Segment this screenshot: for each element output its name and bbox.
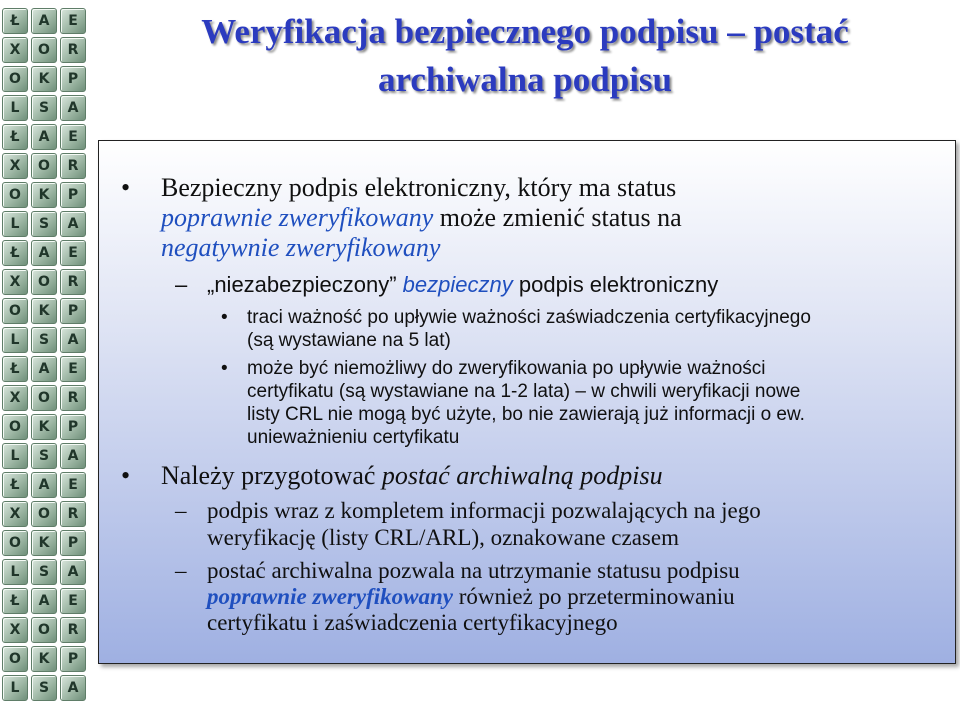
letter-tile: L — [2, 443, 28, 469]
letter-tile: O — [31, 37, 57, 63]
bullet-dot-icon: • — [221, 358, 228, 379]
letter-tile: X — [2, 37, 28, 63]
letter-tile: R — [60, 153, 86, 179]
letter-tile: R — [60, 37, 86, 63]
letter-tile: Ł — [2, 8, 28, 34]
bullet-dot-icon: • — [121, 461, 131, 490]
letter-tile: R — [60, 385, 86, 411]
letter-tile: O — [2, 182, 28, 208]
letter-tile: X — [2, 269, 28, 295]
plain-text: podpis elektroniczny — [512, 272, 719, 297]
letter-tile: S — [31, 559, 57, 585]
letter-tile: A — [60, 95, 86, 121]
plain-text: „niezabezpieczony” — [207, 272, 397, 297]
letter-tile: O — [2, 530, 28, 556]
letter-tile: X — [2, 501, 28, 527]
letter-tile: Ł — [2, 240, 28, 266]
letter-tile: A — [31, 8, 57, 34]
letter-tile: E — [60, 124, 86, 150]
dash-icon: – — [175, 272, 188, 297]
letter-tile: O — [31, 501, 57, 527]
letter-tile: P — [60, 530, 86, 556]
dash-icon: – — [175, 558, 187, 583]
letter-tile: P — [60, 646, 86, 672]
sub-3-line-2 — [207, 584, 735, 610]
letter-tile: K — [31, 646, 57, 672]
plain-text: może zmienić status na — [433, 203, 682, 232]
letter-tile: A — [31, 124, 57, 150]
letter-tile: P — [60, 414, 86, 440]
letter-tile: E — [60, 472, 86, 498]
letter-tile: O — [31, 385, 57, 411]
letter-tile: A — [31, 240, 57, 266]
letter-tile: Ł — [2, 472, 28, 498]
letter-tile: P — [60, 182, 86, 208]
letter-tile: A — [60, 327, 86, 353]
letter-tile: S — [31, 95, 57, 121]
letter-tile: O — [2, 66, 28, 92]
bullet-1-line-1: Bezpieczny podpis elektroniczny, który ma status — [161, 173, 677, 202]
letter-tile: L — [2, 327, 28, 353]
letter-tile: R — [60, 269, 86, 295]
letter-tile: S — [31, 327, 57, 353]
letter-tile: X — [2, 153, 28, 179]
letter-tile: O — [2, 646, 28, 672]
letter-tile: Ł — [2, 588, 28, 614]
letter-tile: E — [60, 8, 86, 34]
letter-tile: O — [2, 414, 28, 440]
letter-tile: S — [31, 675, 57, 701]
letter-tile: O — [31, 153, 57, 179]
emphasis-text: poprawnie zweryfikowany — [161, 203, 434, 232]
letter-tile: L — [2, 559, 28, 585]
letter-tile: A — [60, 443, 86, 469]
sub-1b-line-4: unieważnieniu certyfikatu — [247, 427, 460, 448]
letter-tile: A — [60, 559, 86, 585]
decorative-tile-strip — [0, 0, 88, 724]
letter-tile: L — [2, 675, 28, 701]
sub-2-line-2: weryfikację (listy CRL/ARL), oznakowane czasem — [207, 525, 679, 550]
letter-tile: O — [31, 269, 57, 295]
letter-tile: L — [2, 211, 28, 237]
letter-tile: Ł — [2, 124, 28, 150]
letter-tile: A — [31, 472, 57, 498]
bullet-1-line-2 — [161, 203, 682, 232]
plain-text: Należy przygotować — [161, 461, 382, 490]
sub-3-line-3: certyfikatu i zaświadczenia certyfikacyjnego — [207, 610, 618, 635]
sub-1b-line-3: listy CRL nie mogą być użyte, bo nie zawierają już informacji o ew. — [247, 404, 805, 425]
letter-tile: X — [2, 385, 28, 411]
title-line-2: archiwalna podpisu — [377, 60, 673, 99]
italic-text: postać archiwalną podpisu — [381, 461, 663, 490]
sub-1-line — [207, 272, 718, 297]
letter-tile: E — [60, 588, 86, 614]
letter-tile: S — [31, 443, 57, 469]
letter-tile: O — [2, 298, 28, 324]
letter-tile: P — [60, 298, 86, 324]
letter-tile: R — [60, 501, 86, 527]
slide-title — [100, 8, 950, 104]
letter-tile: O — [31, 617, 57, 643]
sub-2-line-1: podpis wraz z kompletem informacji pozwalających na jego — [207, 498, 761, 523]
bullet-2-line — [161, 461, 663, 490]
sub-1a-line-1: traci ważność po upływie ważności zaświadczenia certyfikacyjnego — [247, 307, 811, 328]
letter-tile: E — [60, 356, 86, 382]
letter-tile: X — [2, 617, 28, 643]
sub-1b-line-2: certyfikatu (są wystawiane na 1-2 lata) – w chwili weryfikacji nowe — [247, 381, 801, 402]
letter-tile: Ł — [2, 356, 28, 382]
sub-1a-line-2: (są wystawiane na 5 lat) — [247, 330, 451, 351]
letter-tile: K — [31, 182, 57, 208]
letter-tile: K — [31, 298, 57, 324]
letter-tile: K — [31, 530, 57, 556]
letter-tile: A — [31, 588, 57, 614]
bullet-1-line-3: negatywnie zweryfikowany — [161, 233, 441, 262]
dash-icon: – — [175, 498, 187, 523]
letter-tile: K — [31, 66, 57, 92]
sub-3-line-1: postać archiwalna pozwala na utrzymanie statusu podpisu — [207, 558, 740, 583]
emphasis-text: poprawnie zweryfikowany — [207, 584, 453, 609]
letter-tile: S — [31, 211, 57, 237]
sub-1b-line-1: może być niemożliwy do zweryfikowania po upływie ważności — [247, 358, 766, 379]
letter-tile: K — [31, 414, 57, 440]
letter-tile: R — [60, 617, 86, 643]
letter-tile: E — [60, 240, 86, 266]
letter-tile: A — [60, 211, 86, 237]
bullet-dot-icon: • — [121, 173, 131, 202]
bullet-dot-icon: • — [221, 307, 228, 328]
plain-text: również po przeterminowaniu — [452, 584, 735, 609]
letter-tile: L — [2, 95, 28, 121]
letter-tile: A — [60, 675, 86, 701]
title-line-1: Weryfikacja bezpiecznego podpisu – postać — [201, 12, 849, 51]
letter-tile: A — [31, 356, 57, 382]
emphasis-text: bezpieczny — [402, 272, 513, 297]
content-panel — [98, 140, 956, 664]
letter-tile: P — [60, 66, 86, 92]
